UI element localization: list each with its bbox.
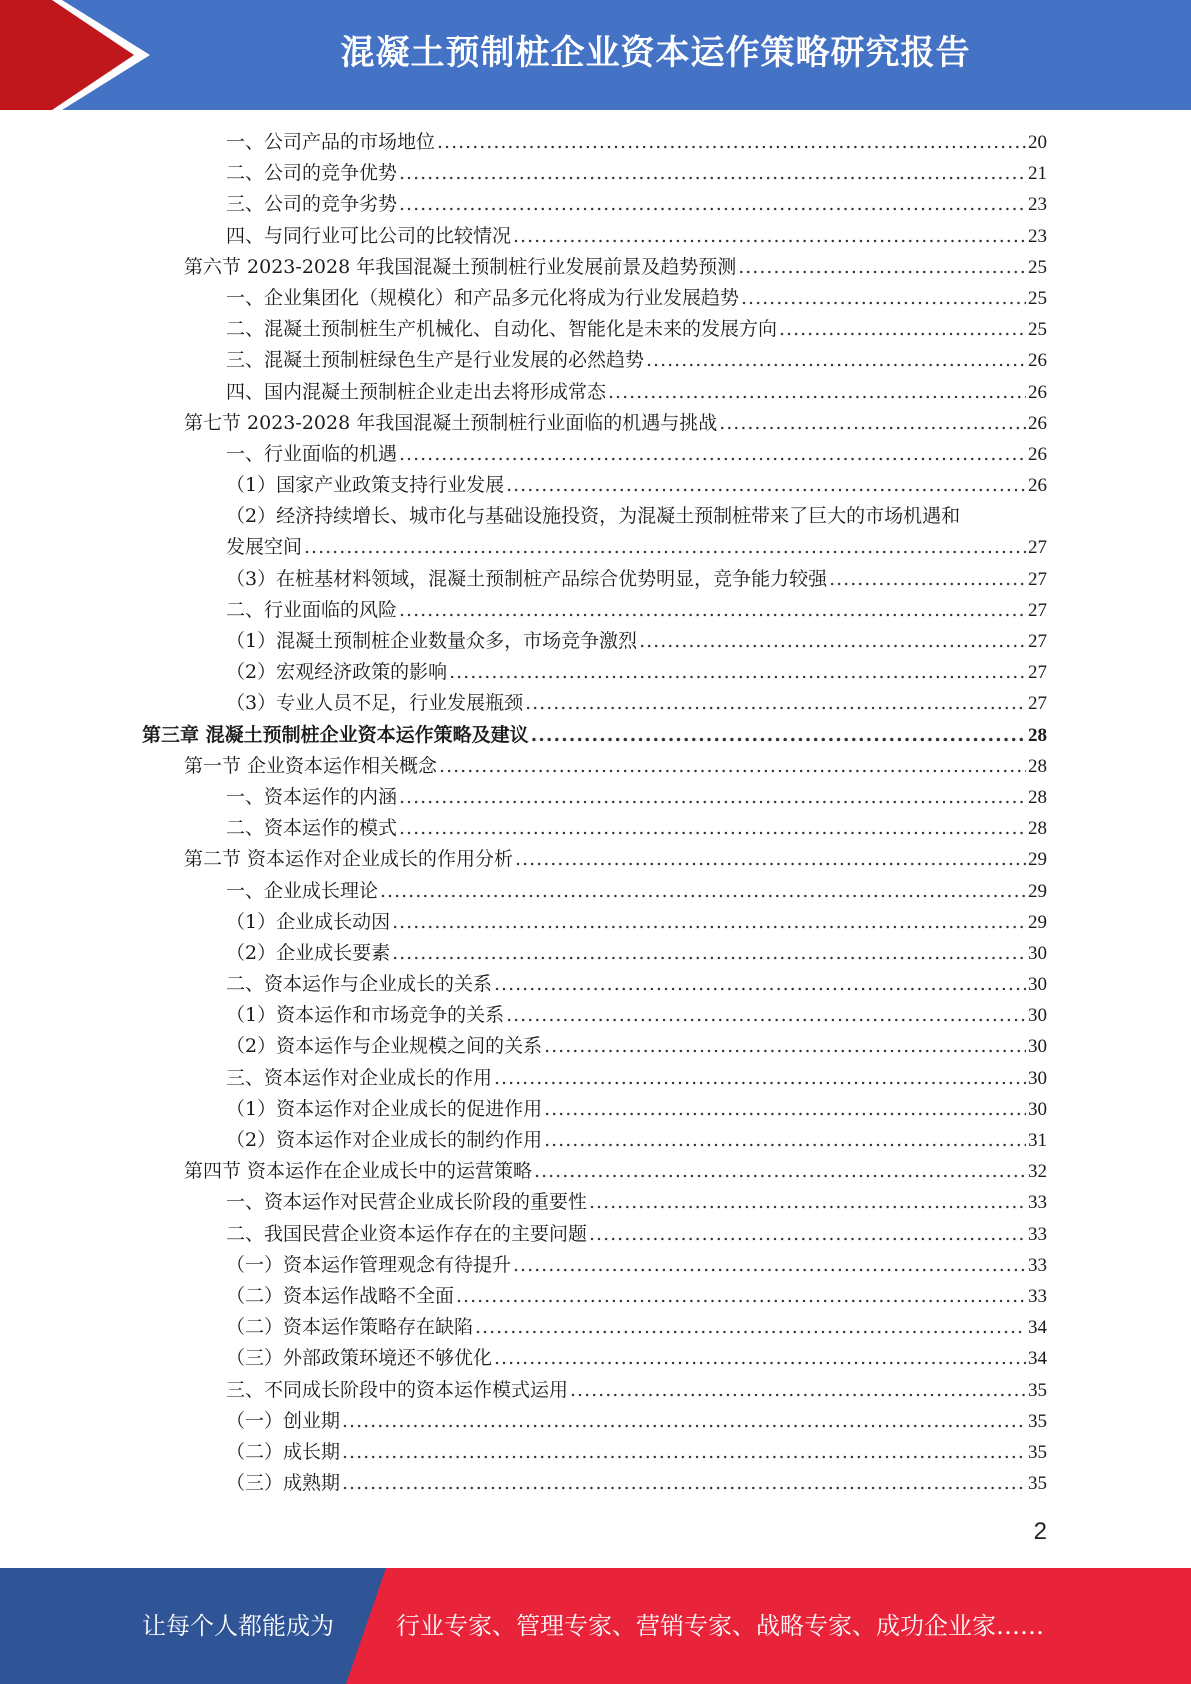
toc-entry[interactable] (0, 688, 1191, 719)
toc-page-number: 23 (1028, 194, 1047, 216)
toc-leader-dots (342, 1406, 1026, 1437)
toc-leader-dots (380, 876, 1026, 907)
toc-section-title: 第一节 企业资本运作相关概念 (184, 754, 438, 777)
toc-leader-dots (646, 345, 1026, 376)
toc-page-number: 26 (1028, 381, 1047, 403)
toc-page-number: 32 (1028, 1161, 1047, 1183)
toc-entry[interactable] (0, 252, 1191, 283)
toc-entry-text: （1）企业成长动因 (226, 910, 391, 933)
toc-leader-dots (544, 1094, 1026, 1125)
toc-entry[interactable] (0, 876, 1191, 907)
toc-leader-dots (741, 283, 1026, 314)
toc-entry-text: （三）外部政策环境还不够优化 (226, 1347, 493, 1370)
toc-page-number: 25 (1028, 287, 1047, 309)
toc-entry-text: 三、混凝土预制桩绿色生产是行业发展的必然趋势 (226, 349, 645, 372)
toc-entry-text: （2）资本运作对企业成长的制约作用 (226, 1129, 543, 1152)
toc-leader-dots (589, 1219, 1026, 1250)
toc-entry-text: 三、资本运作对企业成长的作用 (226, 1066, 493, 1089)
toc-entry-text: （1）混凝土预制桩企业数量众多，市场竞争激烈 (226, 630, 638, 653)
toc-page-number: 29 (1028, 880, 1047, 902)
toc-entry[interactable] (0, 127, 1191, 158)
toc-entry[interactable] (0, 1343, 1191, 1374)
toc-entry-text: （一）资本运作管理观念有待提升 (226, 1253, 512, 1276)
toc-page-number: 33 (1028, 1254, 1047, 1276)
toc-page-number: 25 (1028, 256, 1047, 278)
toc-page-number: 31 (1028, 1130, 1047, 1152)
toc-entry-text: 二、行业面临的风险 (226, 598, 398, 621)
toc-entry[interactable] (0, 1437, 1191, 1468)
toc-entry-text: 四、国内混凝土预制桩企业走出去将形成常态 (226, 380, 607, 403)
page-number: 2 (1033, 1518, 1047, 1545)
toc-page-number: 33 (1028, 1223, 1047, 1245)
toc-leader-dots (534, 1156, 1026, 1187)
toc-entry-text: （三）成熟期 (226, 1472, 341, 1495)
toc-entry[interactable] (0, 1125, 1191, 1156)
toc-entry[interactable] (0, 1063, 1191, 1094)
toc-page-number: 27 (1028, 599, 1047, 621)
toc-leader-dots (513, 221, 1026, 252)
toc-entry-text: （二）成长期 (226, 1440, 341, 1463)
toc-entry-text: 一、资本运作对民营企业成长阶段的重要性 (226, 1191, 588, 1214)
toc-entry-text: 一、公司产品的市场地位 (226, 131, 436, 153)
toc-leader-dots (494, 969, 1026, 1000)
toc-page-number: 28 (1028, 786, 1047, 808)
toc-entry[interactable] (0, 470, 1191, 501)
toc-leader-dots (392, 907, 1026, 938)
toc-page-number: 27 (1028, 693, 1047, 715)
toc-entry[interactable] (0, 1000, 1191, 1031)
toc-entry-text: （2）资本运作与企业规模之间的关系 (226, 1035, 543, 1058)
toc-leader-dots (494, 1063, 1026, 1094)
toc-entry[interactable] (0, 1094, 1191, 1125)
toc-page-number: 28 (1028, 724, 1047, 746)
toc-entry[interactable] (0, 1468, 1191, 1499)
toc-entry[interactable] (0, 907, 1191, 938)
toc-entry[interactable] (0, 813, 1191, 844)
toc-entry-text: 一、行业面临的机遇 (226, 442, 398, 465)
toc-leader-dots (399, 595, 1026, 626)
toc-page-number: 35 (1028, 1441, 1047, 1463)
toc-leader-dots (439, 751, 1026, 782)
toc-page-number: 26 (1028, 443, 1047, 465)
toc-page-number: 27 (1028, 568, 1047, 590)
toc-leader-dots (392, 938, 1026, 969)
toc-entry-text: 二、公司的竞争优势 (226, 162, 398, 185)
toc-entry[interactable] (0, 720, 1191, 751)
toc-leader-dots (589, 1187, 1026, 1218)
toc-entry[interactable] (0, 1031, 1191, 1062)
toc-page-number: 35 (1028, 1379, 1047, 1401)
toc-leader-dots (779, 314, 1026, 345)
toc-entry[interactable] (0, 345, 1191, 376)
toc-leader-dots (399, 158, 1026, 189)
toc-page-number: 30 (1028, 942, 1047, 964)
toc-entry-text: 一、资本运作的内涵 (226, 785, 398, 808)
toc-entry-text: （1）资本运作对企业成长的促进作用 (226, 1097, 543, 1120)
toc-entry[interactable] (0, 221, 1191, 252)
toc-entry-text-continued: 发展空间 (226, 536, 303, 559)
toc-entry[interactable] (0, 314, 1191, 345)
toc-entry[interactable] (0, 564, 1191, 595)
toc-page-number: 27 (1028, 631, 1047, 653)
toc-entry[interactable] (0, 501, 1191, 563)
toc-entry-text: （1）国家产业政策支持行业发展 (226, 474, 505, 497)
toc-entry-text: 一、企业集团化（规模化）和产品多元化将成为行业发展趋势 (226, 286, 740, 309)
toc-entry[interactable] (0, 1156, 1191, 1187)
toc-entry-text: （2）经济持续增长、城市化与基础设施投资，为混凝土预制桩带来了巨大的市场机遇和 (226, 505, 961, 528)
toc-entry[interactable] (0, 1250, 1191, 1281)
toc-page-number: 25 (1028, 319, 1047, 341)
toc-entry-text: （1）资本运作和市场竞争的关系 (226, 1004, 505, 1027)
toc-entry[interactable] (0, 377, 1191, 408)
toc-entry[interactable] (0, 751, 1191, 782)
toc-page-number: 30 (1028, 1036, 1047, 1058)
toc-leader-dots (342, 1468, 1026, 1499)
toc-section-title: 第七节 2023-2028 年我国混凝土预制桩行业面临的机遇与挑战 (184, 411, 718, 434)
toc-leader-dots (437, 127, 1026, 158)
toc-entry-text: 三、不同成长阶段中的资本运作模式运用 (226, 1378, 569, 1401)
toc-leader-dots (399, 189, 1026, 220)
toc-entry-text: （3）专业人员不足，行业发展瓶颈 (226, 692, 524, 715)
toc-page-number: 27 (1028, 537, 1047, 559)
toc-section-title: 第六节 2023-2028 年我国混凝土预制桩行业发展前景及趋势预测 (184, 255, 737, 278)
toc-leader-dots (531, 720, 1026, 751)
toc-entry[interactable] (0, 189, 1191, 220)
toc-page-number: 21 (1028, 163, 1047, 185)
toc-entry[interactable] (0, 1281, 1191, 1312)
toc-entry[interactable] (0, 1219, 1191, 1250)
footer-slogan-right: 行业专家、管理专家、营销专家、战略专家、成功企业家…… (396, 1612, 1044, 1640)
toc-leader-dots (719, 408, 1026, 439)
toc-page-number: 29 (1028, 849, 1047, 871)
toc-page-number: 30 (1028, 1098, 1047, 1120)
toc-entry[interactable] (0, 844, 1191, 875)
toc-entry-text: （2）宏观经济政策的影响 (226, 661, 448, 684)
toc-page-number: 27 (1028, 662, 1047, 684)
toc-entry[interactable] (0, 657, 1191, 688)
toc-section-title: 第二节 资本运作对企业成长的作用分析 (184, 848, 514, 871)
toc-entry-text: 一、企业成长理论 (226, 879, 379, 902)
toc-page-number: 29 (1028, 911, 1047, 933)
toc-section-title: 第四节 资本运作在企业成长中的运营策略 (184, 1160, 533, 1183)
footer-band (0, 1568, 1191, 1684)
toc-leader-dots (342, 1437, 1026, 1468)
toc-leader-dots (544, 1031, 1026, 1062)
toc-entry-text: （2）企业成长要素 (226, 941, 391, 964)
footer-slogan-left: 让每个人都能成为 (142, 1612, 334, 1640)
toc-entry-text: （3）在桩基材料领域，混凝土预制桩产品综合优势明显，竞争能力较强 (226, 567, 828, 590)
toc-page-number: 26 (1028, 350, 1047, 372)
toc-leader-dots (738, 252, 1026, 283)
toc-leader-dots (570, 1375, 1026, 1406)
toc-page-number: 26 (1028, 412, 1047, 434)
toc-page-number: 34 (1028, 1317, 1047, 1339)
header-band (0, 0, 1191, 110)
toc-page-number: 26 (1028, 475, 1047, 497)
toc-leader-dots (494, 1343, 1026, 1374)
toc-entry-text: 二、我国民营企业资本运作存在的主要问题 (226, 1222, 588, 1245)
toc-page-number: 33 (1028, 1285, 1047, 1307)
toc-leader-dots (399, 782, 1026, 813)
toc-leader-dots (399, 813, 1026, 844)
toc-entry[interactable] (0, 782, 1191, 813)
toc-entry-text: （二）资本运作战略不全面 (226, 1284, 455, 1307)
toc-leader-dots (639, 626, 1026, 657)
toc-entry[interactable] (0, 1312, 1191, 1343)
toc-page-number: 23 (1028, 225, 1047, 247)
toc-entry[interactable] (0, 283, 1191, 314)
toc-page-number: 20 (1028, 132, 1047, 153)
toc-leader-dots (399, 439, 1026, 470)
toc-page-number: 30 (1028, 974, 1047, 996)
toc-leader-dots (608, 377, 1026, 408)
toc-leader-dots (456, 1281, 1026, 1312)
toc-leader-dots (515, 844, 1026, 875)
toc-page-number: 28 (1028, 818, 1047, 840)
toc-entry[interactable] (0, 158, 1191, 189)
toc-page-number: 30 (1028, 1005, 1047, 1027)
toc-entry[interactable] (0, 969, 1191, 1000)
toc-page-number: 34 (1028, 1348, 1047, 1370)
toc-entry-text: 四、与同行业可比公司的比较情况 (226, 224, 512, 247)
toc-entry[interactable] (0, 938, 1191, 969)
toc-page-number: 35 (1028, 1473, 1047, 1495)
toc-entry-text: 二、资本运作的模式 (226, 817, 398, 840)
toc-entry-text: 二、资本运作与企业成长的关系 (226, 973, 493, 996)
toc-entry[interactable] (0, 408, 1191, 439)
toc-page-number: 33 (1028, 1192, 1047, 1214)
toc-page-number: 35 (1028, 1410, 1047, 1432)
toc-entry[interactable] (0, 439, 1191, 470)
toc-entry[interactable] (0, 1187, 1191, 1218)
toc-entry-text: 二、混凝土预制桩生产机械化、自动化、智能化是未来的发展方向 (226, 318, 778, 341)
report-title: 混凝土预制桩企业资本运作策略研究报告 (340, 33, 971, 73)
toc-entry-text: 三、公司的竞争劣势 (226, 193, 398, 216)
toc-leader-dots (304, 532, 1026, 563)
toc-chapter-title: 第三章 混凝土预制桩企业资本运作策略及建议 (142, 723, 529, 746)
toc-entry[interactable] (0, 626, 1191, 657)
toc-leader-dots (506, 470, 1026, 501)
toc-leader-dots (449, 657, 1026, 688)
toc-page-number: 30 (1028, 1067, 1047, 1089)
toc-entry[interactable] (0, 1406, 1191, 1437)
toc-leader-dots (506, 1000, 1026, 1031)
toc-entry-text: （一）创业期 (226, 1409, 341, 1432)
toc-entry[interactable] (0, 595, 1191, 626)
toc-entry-text: （二）资本运作策略存在缺陷 (226, 1316, 474, 1339)
toc-leader-dots (513, 1250, 1026, 1281)
toc-leader-dots (475, 1312, 1026, 1343)
toc-page-number: 28 (1028, 755, 1047, 777)
table-of-contents (0, 127, 1191, 1499)
toc-leader-dots (544, 1125, 1026, 1156)
toc-entry[interactable] (0, 1375, 1191, 1406)
toc-leader-dots (525, 688, 1026, 719)
toc-leader-dots (829, 564, 1026, 595)
